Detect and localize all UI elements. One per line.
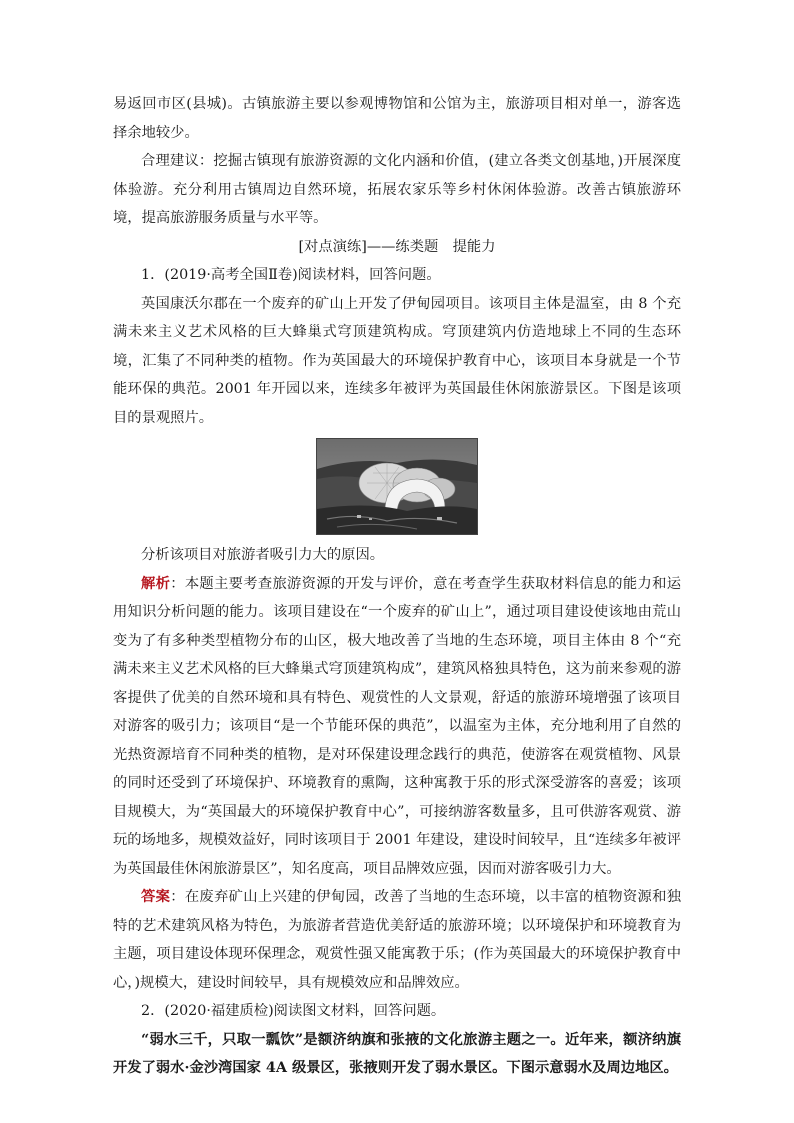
question-1-material: 英国康沃尔郡在一个废弃的矿山上开发了伊甸园项目。该项目主体是温室，由 8 个充满未来主义艺术风格的巨大蜂巢式穹顶建筑构成。穹顶建筑内仿造地球上不同的生态环境，汇集了不同种类的植物。作为英国最大的环境保护教育中心，该项目本身就是一个节能环保的典范。2001 年开园以来，连续多年被评为英国最佳休闲旅游景区。下图是该项目的景观照片。	[113, 295, 681, 426]
question-1-title: 1．(2019·高考全国Ⅱ卷)阅读材料，回答问题。	[141, 267, 441, 283]
question-2-material: “弱水三千，只取一瓢饮”是额济纳旗和张掖的文化旅游主题之一。近年来，额济纳旗开发了弱水·金沙湾国家 4A 级景区，张掖则开发了弱水景区。下图示意弱水及周边地区。	[113, 1031, 681, 1076]
analysis-text: ：本题主要考查旅游资源的开发与评价，意在考查学生获取材料信息的能力和运用知识分析问题的能力。该项目建设在“一个废弃的矿山上”，通过项目建设使该地由荒山变为了有多种类型植物分布的山区，极大地改善了当地的生态环境，项目主体由 8 个“充满未来主义艺术风格的巨大蜂巢式穹顶建筑构成”，建筑风格独具特色，这为前来参观的游客提供了优美的自然环境和具有特色、观赏性的人文景观，舒适的旅游环境增强了该项目对游客的吸引力；该项目“是一个节能环保的典范”，以温室为主体，充分地利用了自然的光热资源培育不同种类的植物，是对环保建设理念践行的典范，使游客在观赏植物、风景的同时还受到了环境保护、环境教育的熏陶，这种寓教于乐的形式深受游客的喜爱；该项目规模大，为“英国最大的环境保护教育中心”，可接纳游客数量多，且可供游客观赏、游玩的场地多，规模效益好，同时该项目于 2001 年建设，建设时间较早，且“连续多年被评为英国最佳休闲旅游景区”，知名度高，项目品牌效应强，因而对游客吸引力大。	[113, 575, 682, 877]
question-1-analysis	[113, 570, 681, 884]
eden-project-photo-image	[317, 439, 477, 534]
section-heading: [对点演练]——练类题 提能力	[298, 238, 496, 255]
eden-project-photo	[316, 438, 478, 535]
question-1-prompt: 分析该项目对旅游者吸引力大的原因。	[141, 547, 385, 563]
intro-paragraph-2: 合理建议：挖掘古镇现有旅游资源的文化内涵和价值，(建立各类文创基地，)开展深度体验游。充分利用古镇周边自然环境，拓展农家乐等乡村休闲体验游。改善古镇旅游环境，提高旅游服务质量与水平等。	[113, 153, 681, 226]
question-1-answer	[113, 883, 681, 997]
analysis-label: 解析	[141, 575, 171, 592]
answer-text: ：在废弃矿山上兴建的伊甸园，改善了当地的生态环境，以丰富的植物资源和独特的艺术建筑风格为特色，为旅游者营造优美舒适的旅游环境；以环境保护和环境教育为主题，项目建设体现环保理念，观赏性强又能寓教于乐；(作为英国最大的环境保护教育中心，)规模大，建设时间较早，具有规模效应和品牌效应。	[113, 889, 682, 991]
intro-paragraph-1: 易返回市区(县城)。古镇旅游主要以参观博物馆和公馆为主，旅游项目相对单一，游客选择余地较少。	[113, 96, 681, 141]
question-2-title: 2．(2020·福建质检)阅读图文材料，回答问题。	[141, 1003, 446, 1019]
answer-label: 答案	[141, 889, 171, 905]
document-page	[113, 90, 681, 1083]
